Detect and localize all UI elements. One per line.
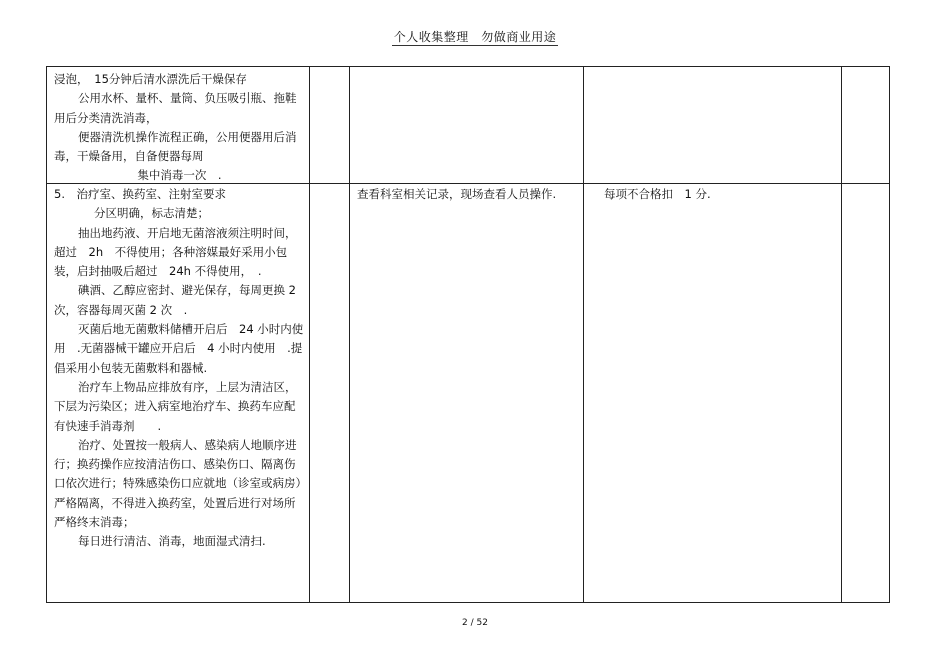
- section-title: 5. 治疗室、换药室、注射室要求: [54, 187, 226, 201]
- page-header: [0, 28, 950, 45]
- requirement-line: 碘酒、乙醇应密封、避光保存，每周更换 2 次，容器每周灭菌 2 次 .: [54, 283, 296, 317]
- requirement-line: 灭菌后地无菌敷料储槽开启后 24 小时内使用 .无菌器械干罐应开启后 4 小时内使用 .提倡采用小包装无菌敷料和器械.: [54, 322, 304, 375]
- requirement-line: 公用水杯、量杯、量筒、负压吸引瓶、拖鞋用后分类清洗消毒，: [54, 91, 297, 125]
- requirement-line: 便器清洗机操作流程正确，公用便器用后消毒，干燥备用，自备便器每周: [54, 129, 297, 164]
- requirement-line: 抽出地药液、开启地无菌溶液须注明时间，超过 2h 不得使用；各种溶媒最好采用小包装，启封抽吸后超过 24h 不得使用， .: [54, 225, 297, 279]
- table-row: [47, 67, 890, 184]
- requirement-line: 治疗、处置按一般病人、感染病人地顺序进行；换药操作应按清洁伤口、感染伤口、隔离伤口依次进行；特殊感染伤口应就地（诊室或病房）严格隔离，不得进入换药室，处置后进行对场所严格终末消毒；: [54, 437, 302, 530]
- requirement-line: 治疗车上物品应排放有序，上层为清洁区，下层为污染区；进入病室地治疗车、换药车应配有快速手消毒剂 .: [54, 379, 297, 433]
- header-text: 个人收集整理 勿做商业用途: [393, 30, 557, 44]
- inspection-table: [46, 66, 890, 603]
- score-cell: [310, 184, 350, 603]
- deduction-text: 每项不合格扣 1 分.: [604, 187, 711, 201]
- requirement-line: 每日进行清洁、消毒，地面湿式清扫.: [78, 534, 266, 549]
- method-cell: [350, 67, 584, 184]
- deduction-cell: [584, 184, 842, 603]
- page-number: 2 / 52: [462, 618, 488, 628]
- method-text: 查看科室相关记录，现场查看人员操作.: [357, 187, 557, 201]
- result-cell: [842, 184, 890, 603]
- requirement-line: 集中消毒一次 .: [137, 168, 222, 183]
- method-cell: [350, 184, 584, 603]
- requirement-cell: [47, 67, 310, 184]
- table-row: [47, 184, 890, 603]
- requirement-cell: [47, 184, 310, 603]
- score-cell: [310, 67, 350, 184]
- requirement-line: 浸泡， 15分钟后清水漂洗后干燥保存: [54, 72, 247, 86]
- requirement-line: 分区明确，标志清楚；: [94, 206, 209, 221]
- result-cell: [842, 67, 890, 184]
- deduction-cell: [584, 67, 842, 184]
